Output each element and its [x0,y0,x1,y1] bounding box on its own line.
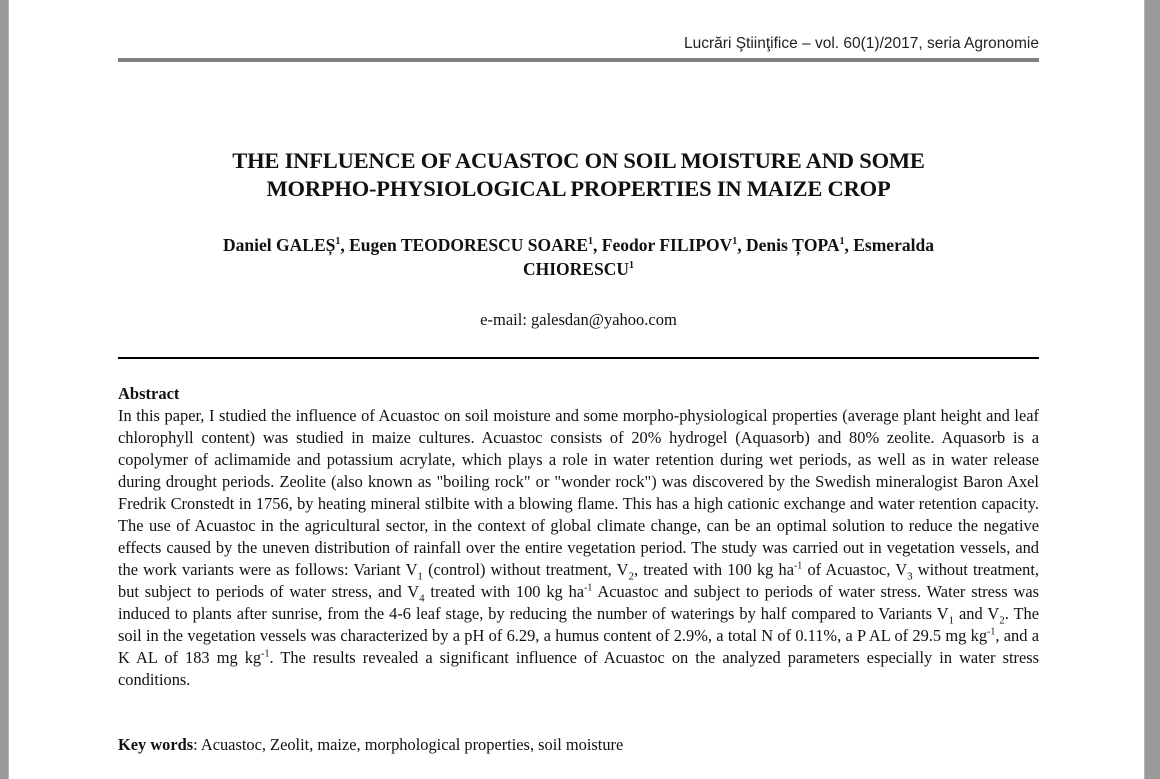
keywords-label: Key words [118,735,194,754]
keywords [118,735,1039,755]
author-first-name: Esmeralda [853,235,934,255]
subscript: 2 [628,570,634,583]
document-page [8,0,1145,779]
author-name: Feodor FILIPOV [601,235,733,255]
author-separator: , [844,235,854,255]
author-name: Denis ȚOPA [746,235,840,255]
abstract-text: and V [954,604,1000,623]
author-separator: , [737,235,746,255]
title-line-2: MORPHO-PHYSIOLOGICAL PROPERTIES IN MAIZE CROP [266,176,891,201]
abstract-text: , and a K AL of 183 mg kg [118,626,1040,667]
separator-rule [118,357,1039,359]
abstract-text: . The soil in the vegetation vessels was characterized by a pH of 6.29, a humus content of 2.9%, a total N of 0.11%, a P AL of 29.5 mg kg [118,604,1039,645]
superscript: -1 [261,648,270,660]
subscript: 2 [999,614,1005,627]
superscript: -1 [584,582,593,594]
author-last-name: CHIORESCU [523,259,629,279]
subscript: 1 [417,570,423,583]
author-affiliation: 1 [588,236,594,248]
running-header: Lucrări Ştiinţifice – vol. 60(1)/2017, seria Agronomie [684,35,1039,52]
abstract-heading: Abstract [118,384,180,403]
author-name: Daniel GALEȘ [223,235,336,255]
abstract-text: Acuastoc and subject to periods of water stress. Water stress was induced to plants after sunrise, from the 4-6 leaf stage, by reducing the number of waterings by half compared to Variants V [118,582,1039,623]
subscript: 1 [948,614,955,627]
author-affiliation: 1 [629,260,634,272]
abstract-text: . The results revealed a significant influence of Acuastoc on the analyzed parameters especially in water stress conditions. [118,648,1039,689]
subscript: 4 [419,592,425,605]
superscript: -1 [987,626,996,638]
title-line-1: THE INFLUENCE OF ACUASTOC ON SOIL MOISTURE AND SOME [232,148,925,173]
abstract-text: without treatment, but subject to periods of water stress, and V [118,560,1039,601]
abstract-text: In this paper, I studied the influence of Acuastoc on soil moisture and some morpho-physiological properties (average plant height and leaf chlorophyll content) was studied in maize cultures. Acuastoc consists of 20% hydrogel (Aquasorb) and 80% zeolite. Aquasorb is a copolymer of aclimamide and potassium acrylate, which plays a role in water retention during wet periods, as well as in water release during drought periods. Zeolite (also known as "boiling rock" or "wonder rock") was discovered by the Swedish mineralogist Baron Axel Fredrik Cronstedt in 1756, by heating mineral stilbite with a blowing flame. This has a high cationic exchange and water retention capacity. The use of Acuastoc in the agricultural sector, in the context of global climate change, can be an optimal solution to reduce the negative effects caused by the uneven distribution of rainfall over the entire vegetation period. The study was carried out in vegetation vessels, and the work variants were as follows: Variant V [118,406,1039,579]
superscript: -1 [793,560,803,572]
author-affiliation: 1 [839,236,845,248]
author-email[interactable]: e-mail: galesdan@yahoo.com [480,310,677,329]
author-separator: , [340,235,350,255]
abstract-text: treated with 100 kg ha [424,582,585,601]
keywords-text: : Acuastoc, Zeolit, maize, morphological properties, soil moisture [193,735,624,754]
author-list [118,233,1039,281]
author-name: Eugen TEODORESCU SOARE [349,235,589,255]
author-separator: , [593,235,602,255]
authors-line-1 [118,233,1039,257]
subscript: 3 [907,570,913,583]
paper-title [118,147,1039,203]
authors-line-2 [118,257,1039,281]
header-rule [118,58,1039,62]
abstract-body [118,405,1039,691]
author-affiliation: 1 [335,236,341,248]
author-affiliation: 1 [732,236,738,248]
abstract-text: of Acuastoc, V [802,560,908,579]
abstract-text: (control) without treatment, V [422,560,629,579]
abstract-text: , treated with 100 kg ha [633,560,794,579]
